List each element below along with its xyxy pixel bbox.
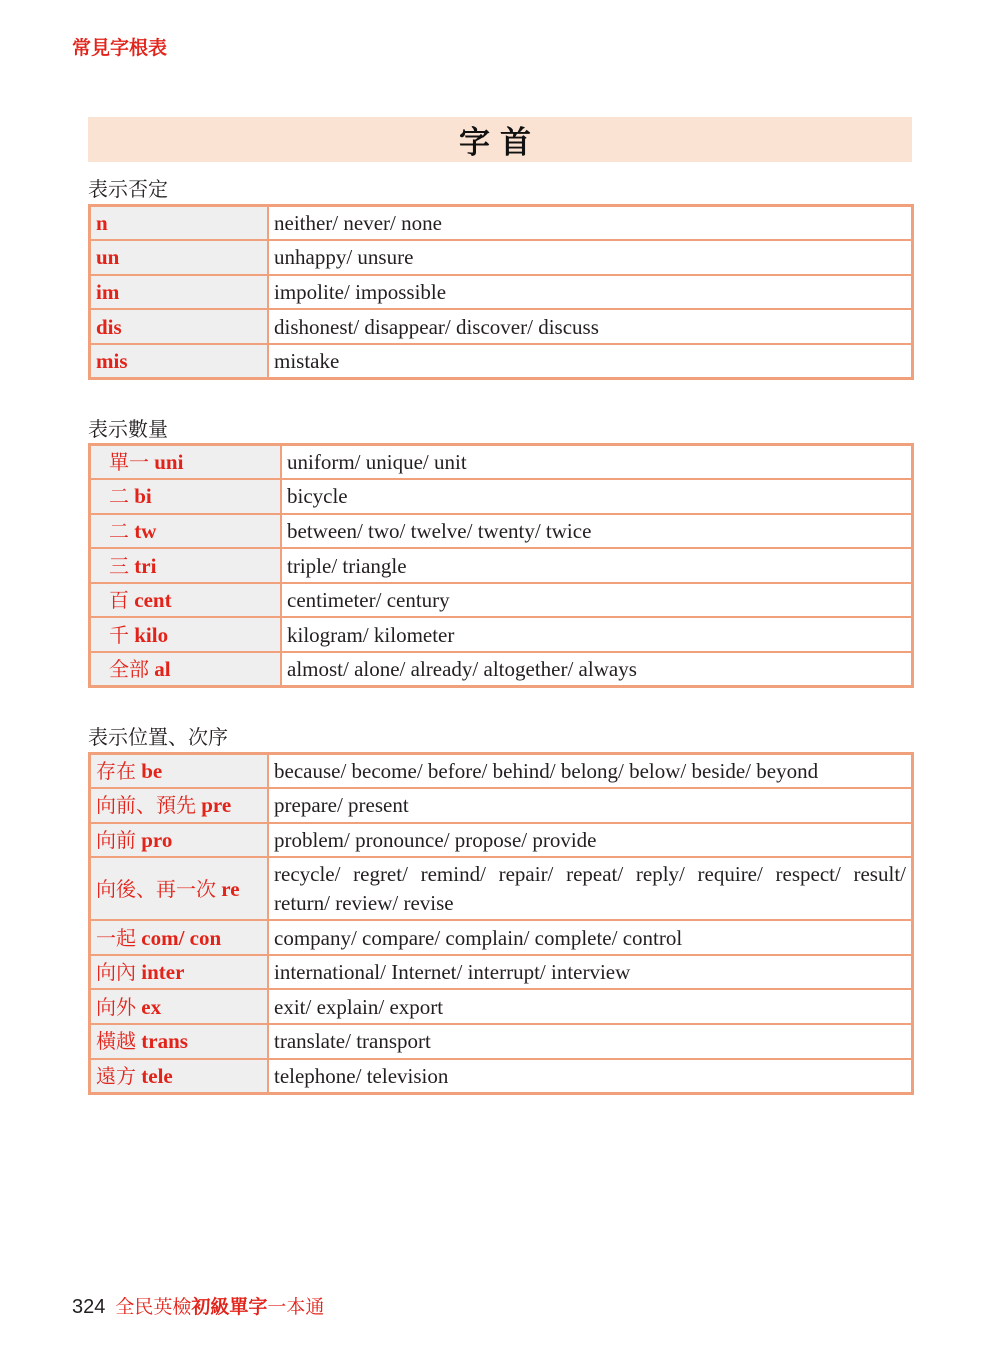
table-row: [90, 788, 913, 823]
example-cell: company/ compare/ complain/ complete/ control: [268, 920, 913, 955]
table-row: [90, 583, 913, 618]
prefix-table-quantity: [88, 443, 914, 688]
example-cell: translate/ transport: [268, 1024, 913, 1059]
table-row: [90, 309, 913, 344]
prefix-cell: 一起 com/ con: [90, 920, 269, 955]
prefix-cell: 向前、預先 pre: [90, 788, 269, 823]
prefix-cell: dis: [90, 309, 269, 344]
example-cell: centimeter/ century: [281, 583, 913, 618]
prefix-cell: 橫越 trans: [90, 1024, 269, 1059]
prefix-cell: mis: [90, 344, 269, 379]
example-cell: international/ Internet/ interrupt/ interview: [268, 955, 913, 990]
prefix-cell: im: [90, 275, 269, 310]
prefix-cell: 全部 al: [90, 652, 282, 687]
example-cell: exit/ explain/ export: [268, 989, 913, 1024]
prefix-cell: 單一 uni: [90, 445, 282, 480]
section-title-position-order: 表示位置、次序: [88, 725, 228, 749]
section-title-negation: 表示否定: [88, 177, 168, 201]
table-row: [90, 206, 913, 241]
table-row: [90, 920, 913, 955]
example-cell: telephone/ television: [268, 1059, 913, 1094]
table-row: [90, 652, 913, 687]
example-cell: because/ become/ before/ behind/ belong/ below/ beside/ beyond: [268, 754, 913, 789]
example-cell: uniform/ unique/ unit: [281, 445, 913, 480]
prefix-cell: 二 bi: [90, 479, 282, 514]
book-title-part1: 全民英檢: [115, 1296, 192, 1318]
table-row: [90, 514, 913, 549]
prefix-cell: 二 tw: [90, 514, 282, 549]
running-header: 常見字根表: [72, 37, 168, 59]
table-row: [90, 955, 913, 990]
example-cell: mistake: [268, 344, 913, 379]
prefix-cell: 遠方 tele: [90, 1059, 269, 1094]
book-title-part2: 初級單字: [191, 1296, 268, 1318]
example-cell: between/ two/ twelve/ twenty/ twice: [281, 514, 913, 549]
table-row: [90, 479, 913, 514]
book-title-part3: 一本通: [267, 1296, 325, 1318]
section-banner: [88, 117, 912, 162]
table-row: [90, 857, 913, 920]
section-title-quantity: 表示數量: [88, 417, 168, 441]
example-cell: unhappy/ unsure: [268, 240, 913, 275]
table-row: [90, 275, 913, 310]
table-row: [90, 240, 913, 275]
example-cell: prepare/ present: [268, 788, 913, 823]
prefix-table-negation: [88, 204, 914, 380]
banner-title: 字首: [459, 125, 541, 161]
example-cell: problem/ pronounce/ propose/ provide: [268, 823, 913, 858]
table-row: [90, 445, 913, 480]
example-cell: triple/ triangle: [281, 548, 913, 583]
example-cell: recycle/ regret/ remind/ repair/ repeat/ reply/ require/ respect/ result/ return/ review/ revise: [268, 857, 913, 920]
prefix-cell: n: [90, 206, 269, 241]
page-footer: [72, 1292, 324, 1319]
prefix-cell: 向前 pro: [90, 823, 269, 858]
table-row: [90, 823, 913, 858]
prefix-cell: 存在 be: [90, 754, 269, 789]
table-row: [90, 1024, 913, 1059]
example-cell: dishonest/ disappear/ discover/ discuss: [268, 309, 913, 344]
example-cell: almost/ alone/ already/ altogether/ always: [281, 652, 913, 687]
prefix-cell: 三 tri: [90, 548, 282, 583]
table-row: [90, 617, 913, 652]
prefix-cell: 千 kilo: [90, 617, 282, 652]
example-cell: neither/ never/ none: [268, 206, 913, 241]
table-row: [90, 754, 913, 789]
table-row: [90, 1059, 913, 1094]
example-cell: kilogram/ kilometer: [281, 617, 913, 652]
page-number: 324: [72, 1296, 106, 1318]
prefix-table-position-order: [88, 752, 914, 1095]
prefix-cell: 向外 ex: [90, 989, 269, 1024]
prefix-cell: 向內 inter: [90, 955, 269, 990]
table-row: [90, 344, 913, 379]
example-cell: impolite/ impossible: [268, 275, 913, 310]
table-row: [90, 548, 913, 583]
example-cell: bicycle: [281, 479, 913, 514]
table-row: [90, 989, 913, 1024]
prefix-cell: 向後、再一次 re: [90, 857, 269, 920]
prefix-cell: un: [90, 240, 269, 275]
prefix-cell: 百 cent: [90, 583, 282, 618]
